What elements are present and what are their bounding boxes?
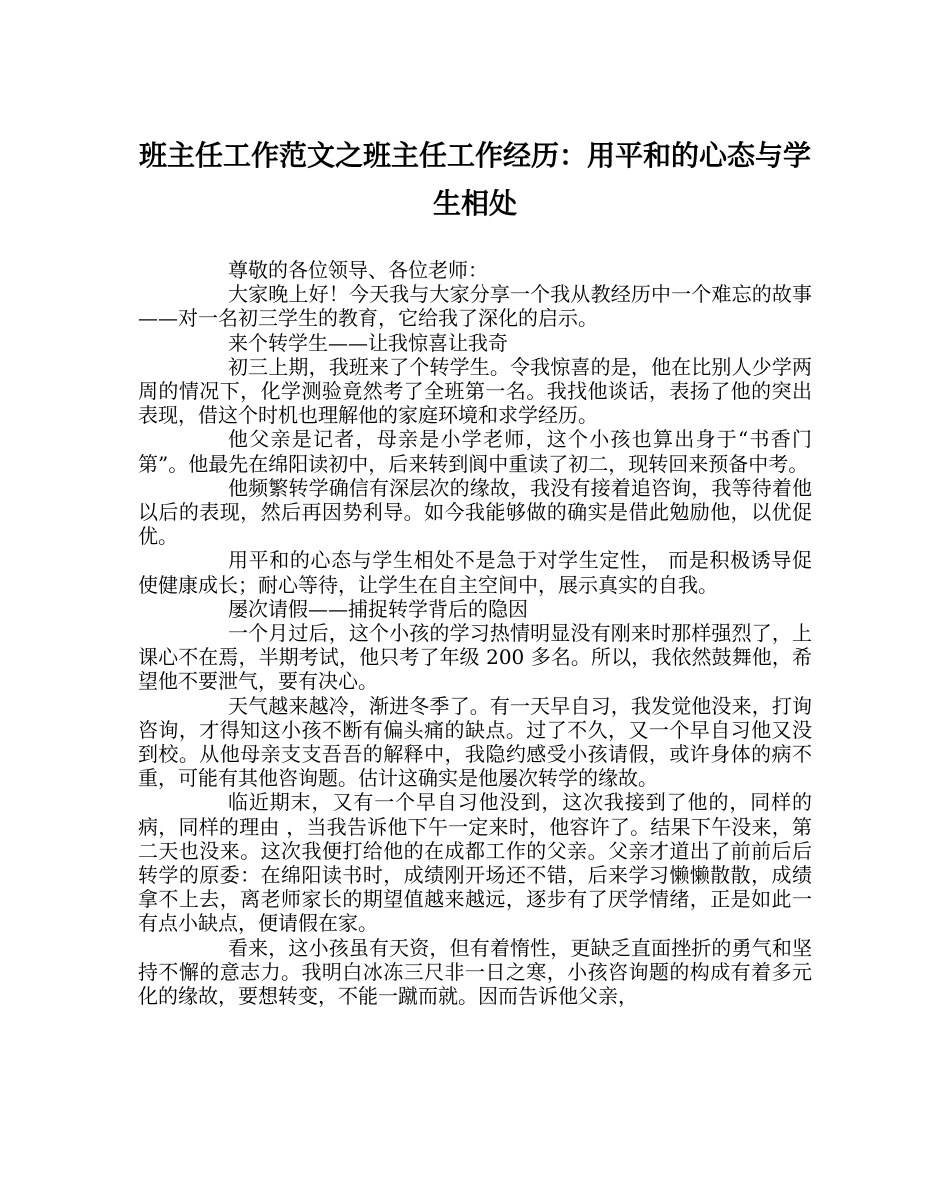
paragraph: 初三上期，我班来了个转学生。令我惊喜的是，他在比别人少学两周的情况下，化学测验竟然考了全班第一名。我找他谈话，表扬了他的突出表现，借这个时机也理解他的家庭环境和求学经历。 (138, 354, 812, 428)
paragraph: 临近期末，又有一个早自习他没到，这次我接到了他的，同样的病，同样的理由 ，当我告诉他下午一定来时，他容许了。结果下午没来，第二天也没来。这次我便打给他的在成都工作的父亲。父亲才道出了前前后后转学的原委：在绵阳读书时，成绩刚开场还不错，后来学习懒懒散散，成绩拿不上去，离老师家长的期望值越来越远，逐步有了厌学情绪，正是如此一有点小缺点，便请假在家。 (138, 790, 812, 936)
paragraph: 用平和的心态与学生相处不是急于对学生定性， 而是积极诱导促使健康成长；耐心等待，让学生在自主空间中，展示真实的自我。 (138, 548, 812, 597)
paragraph: 大家晚上好！今天我与大家分享一个我从教经历中一个难忘的故事——对一名初三学生的教育，它给我了深化的启示。 (138, 282, 812, 331)
paragraph: 他频繁转学确信有深层次的缘故，我没有接着追咨询，我等待着他以后的表现，然后再因势利导。如今我能够做的确实是借此勉励他，以优促优。 (138, 475, 812, 549)
paragraph: 一个月过后，这个小孩的学习热情明显没有刚来时那样强烈了，上课心不在焉，半期考试，他只考了年级 200 多名。所以，我依然鼓舞他，希望他不要泄气，要有决心。 (138, 621, 812, 694)
paragraph: 天气越来越冷，渐进冬季了。有一天早自习，我发觉他没来，打询咨询，才得知这小孩不断有偏头痛的缺点。过了不久，又一个早自习他又没到校。从他母亲支支吾吾的解释中，我隐约感受小孩请假，或许身体的病不重，可能有其他咨询题。估计这确实是他屡次转学的缘故。 (138, 693, 812, 791)
document-body (138, 258, 812, 1008)
paragraph-salutation: 尊敬的各位领导、各位老师： (228, 258, 488, 282)
section-heading: 来个转学生——让我惊喜让我奇 (228, 330, 508, 355)
document-title: 班主任工作范文之班主任工作经历：用平和的心态与学生相处 (138, 139, 811, 220)
paragraph: 他父亲是记者，母亲是小学老师，这个小孩也算出身于“书香门第”。他最先在绵阳读初中，后来转到阆中重读了初二，现转回来预备中考。 (138, 427, 812, 476)
section-heading: 屡次请假——捕捉转学背后的隐因 (228, 596, 528, 621)
paragraph: 看来，这小孩虽有天资，但有着惰性，更缺乏直面挫折的勇气和坚持不懈的意志力。我明白冰冻三尺非一日之寒，小孩咨询题的构成有着多元化的缘故，要想转变，不能一蹴而就。因而告诉他父亲， (138, 935, 812, 1009)
